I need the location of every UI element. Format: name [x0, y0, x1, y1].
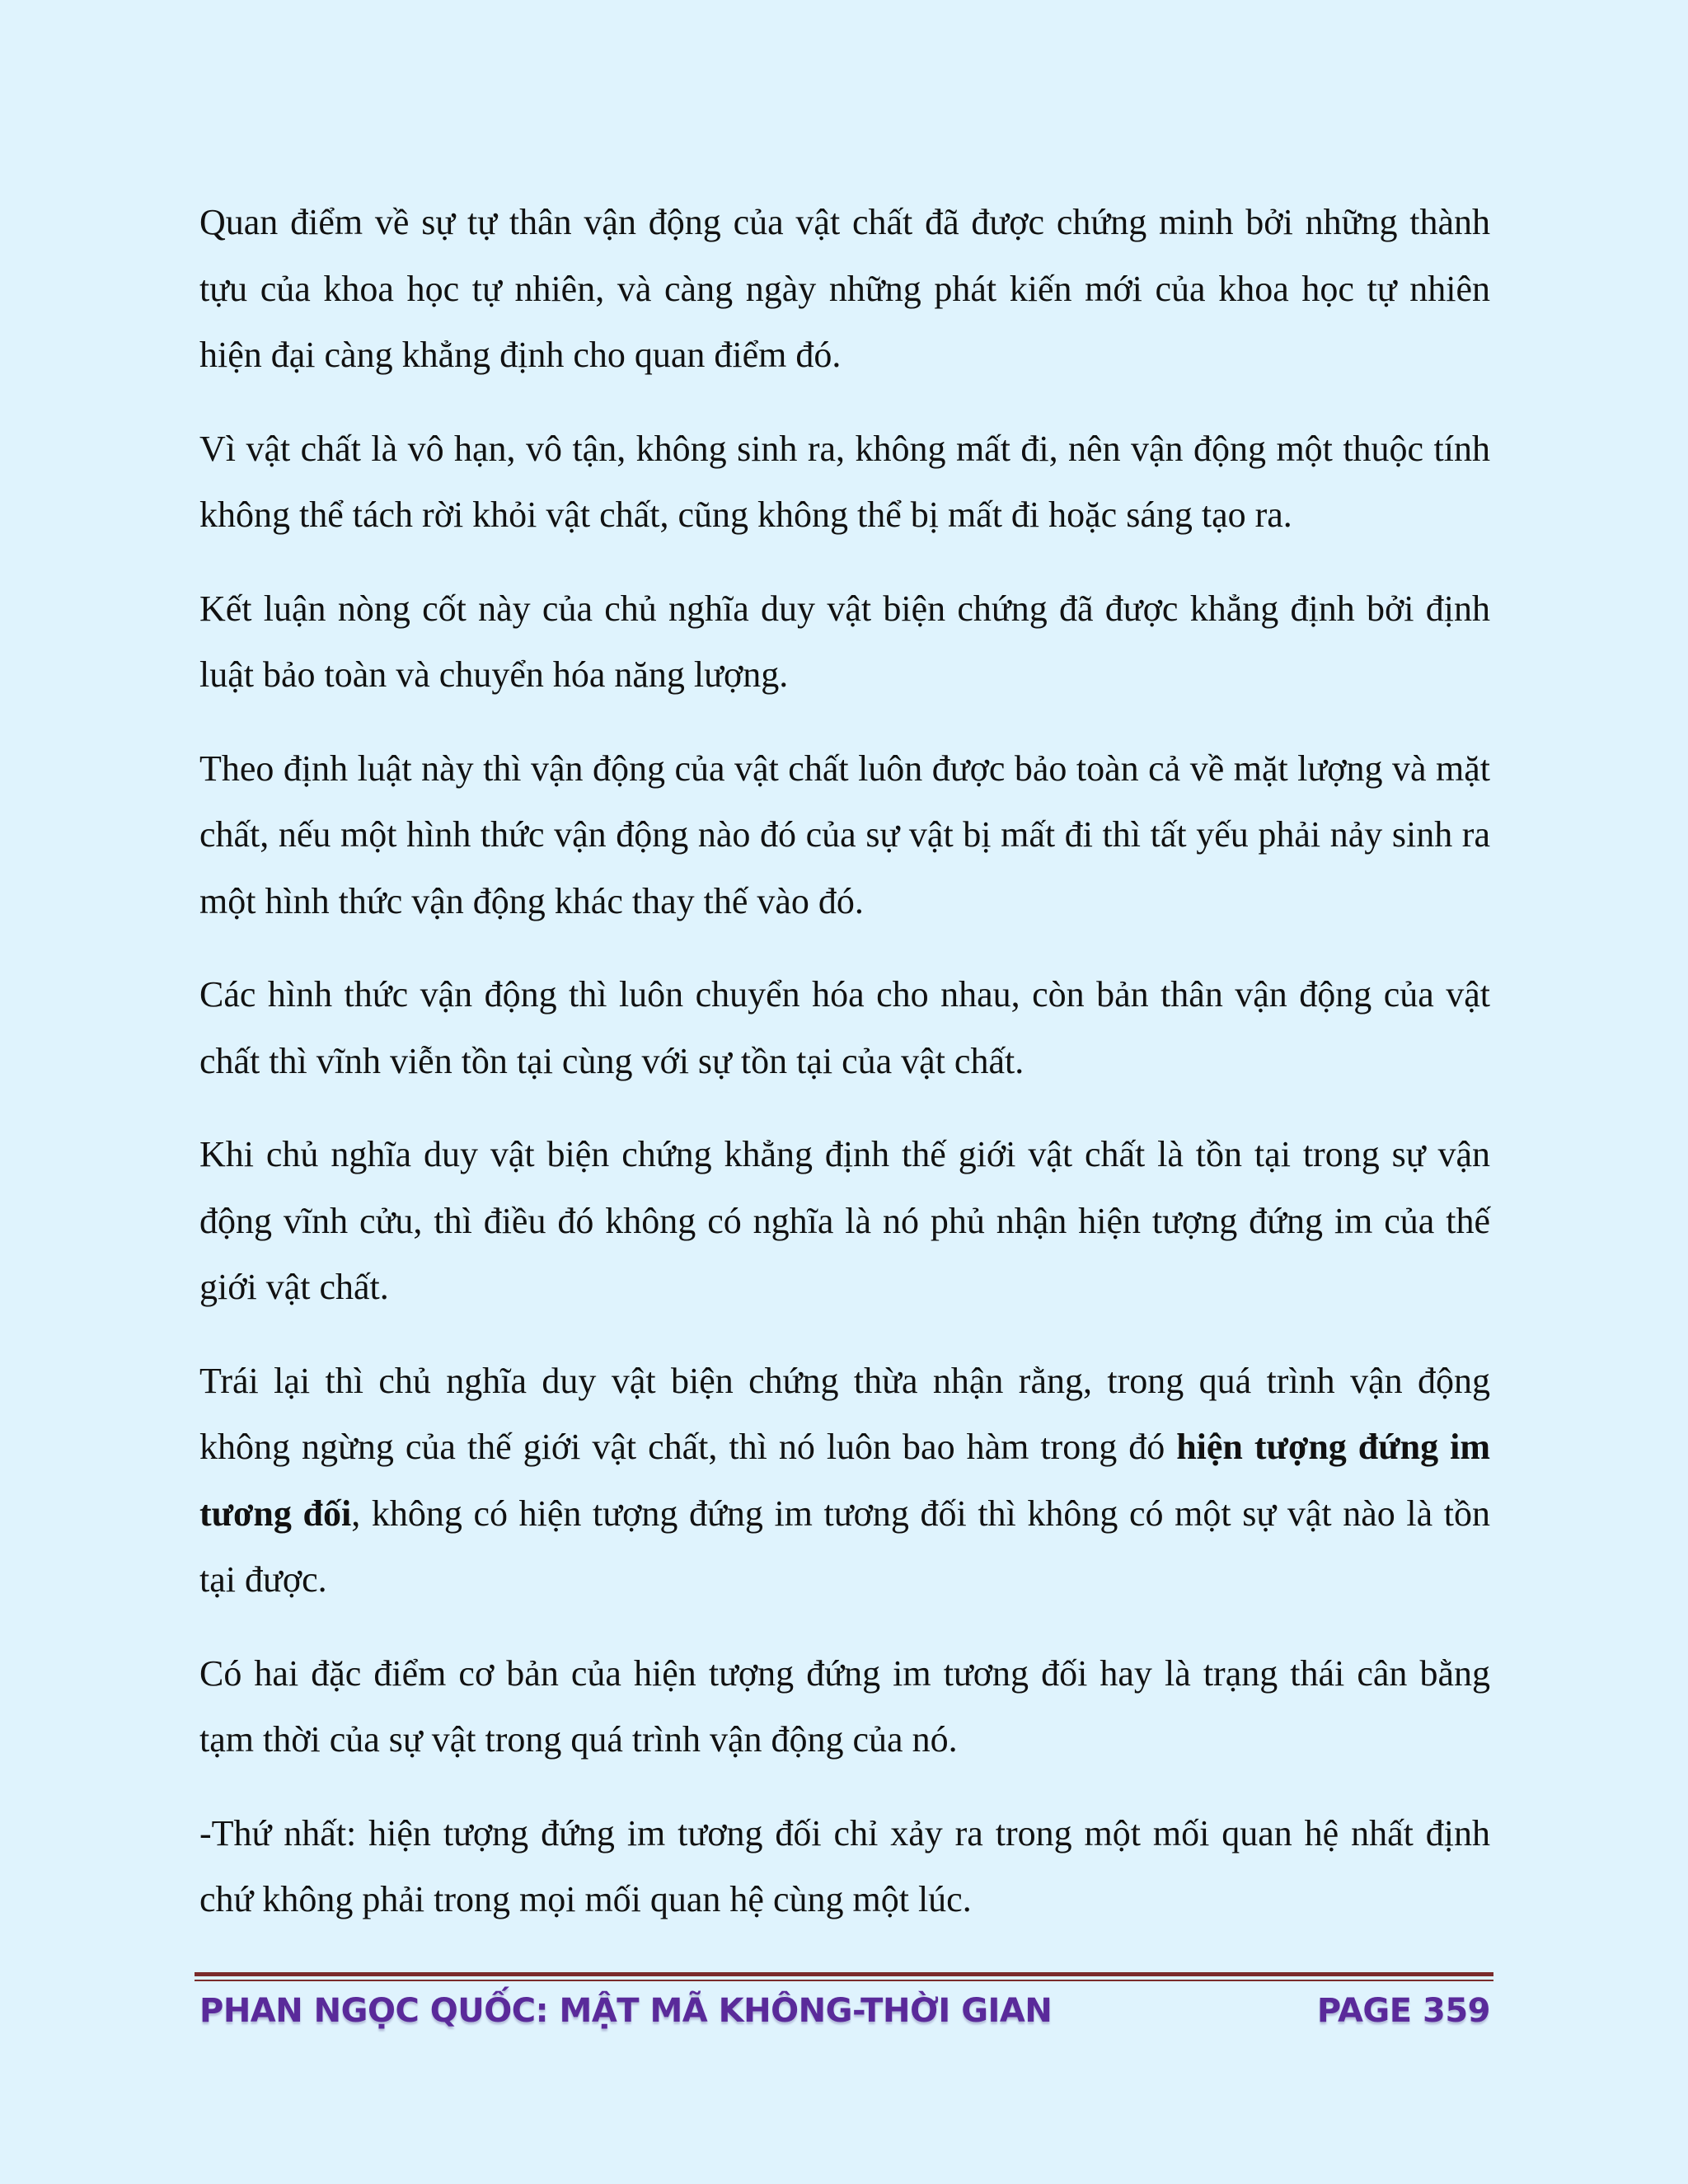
footer-divider — [195, 1972, 1493, 1976]
paragraph: Kết luận nòng cốt này của chủ nghĩa duy vật biện chứng đã được khẳng định bởi định luật bảo toàn và chuyển hóa năng lượng. — [199, 588, 1490, 695]
page-number: PAGE 359 — [1316, 1992, 1490, 2030]
paragraph-text: Trái lại thì chủ nghĩa duy vật biện chứng thừa nhận rằng, trong quá trình vận động không ngừng của thế giới vật chất, thì nó luôn bao hàm trong đó — [199, 1360, 1490, 1467]
paragraph: Các hình thức vận động thì luôn chuyển hóa cho nhau, còn bản thân vận động của vật chất thì vĩnh viễn tồn tại cùng với sự tồn tại của vật chất. — [199, 974, 1490, 1081]
paragraph: -Thứ nhất: hiện tượng đứng im tương đối chỉ xảy ra trong một mối quan hệ nhất định chứ không phải trong mọi mối quan hệ cùng một lúc. — [199, 1812, 1490, 1919]
paragraph: Quan điểm về sự tự thân vận động của vật chất đã được chứng minh bởi những thành tựu của khoa học tự nhiên, và càng ngày những phát kiến mới của khoa học tự nhiên hiện đại càng khẳng định cho quan điểm đó. — [199, 202, 1490, 375]
paragraph: Theo định luật này thì vận động của vật chất luôn được bảo toàn cả về mặt lượng và mặt chất, nếu một hình thức vận động nào đó của sự vật bị mất đi thì tất yếu phải nảy sinh ra một hình thức vận động khác thay thế vào đó. — [199, 748, 1490, 921]
paragraph: Vì vật chất là vô hạn, vô tận, không sinh ra, không mất đi, nên vận động một thuộc tính không thể tách rời khỏi vật chất, cũng không thể bị mất đi hoặc sáng tạo ra. — [199, 428, 1490, 535]
emphasis-text: hiện tượng đứng im tương đối — [199, 1427, 1491, 1534]
footer-divider-thin — [195, 1980, 1493, 1981]
footer-title: PHAN NGỌC QUỐC: MẬT MÃ KHÔNG-THỜI GIAN — [199, 1992, 1053, 2030]
paragraph: Khi chủ nghĩa duy vật biện chứng khẳng định thế giới vật chất là tồn tại trong sự vận động vĩnh cửu, thì điều đó không có nghĩa là nó phủ nhận hiện tượng đứng im của thế giới vật chất. — [199, 1134, 1490, 1307]
paragraph-with-emphasis — [199, 1348, 1490, 1614]
paragraph: Có hai đặc điểm cơ bản của hiện tượng đứng im tương đối hay là trạng thái cân bằng tạm thời của sự vật trong quá trình vận động của nó. — [199, 1652, 1490, 1760]
body-text — [199, 190, 1490, 1961]
paragraph-text: , không có hiện tượng đứng im tương đối thì không có một sự vật nào là tồn tại được. — [199, 1493, 1490, 1600]
